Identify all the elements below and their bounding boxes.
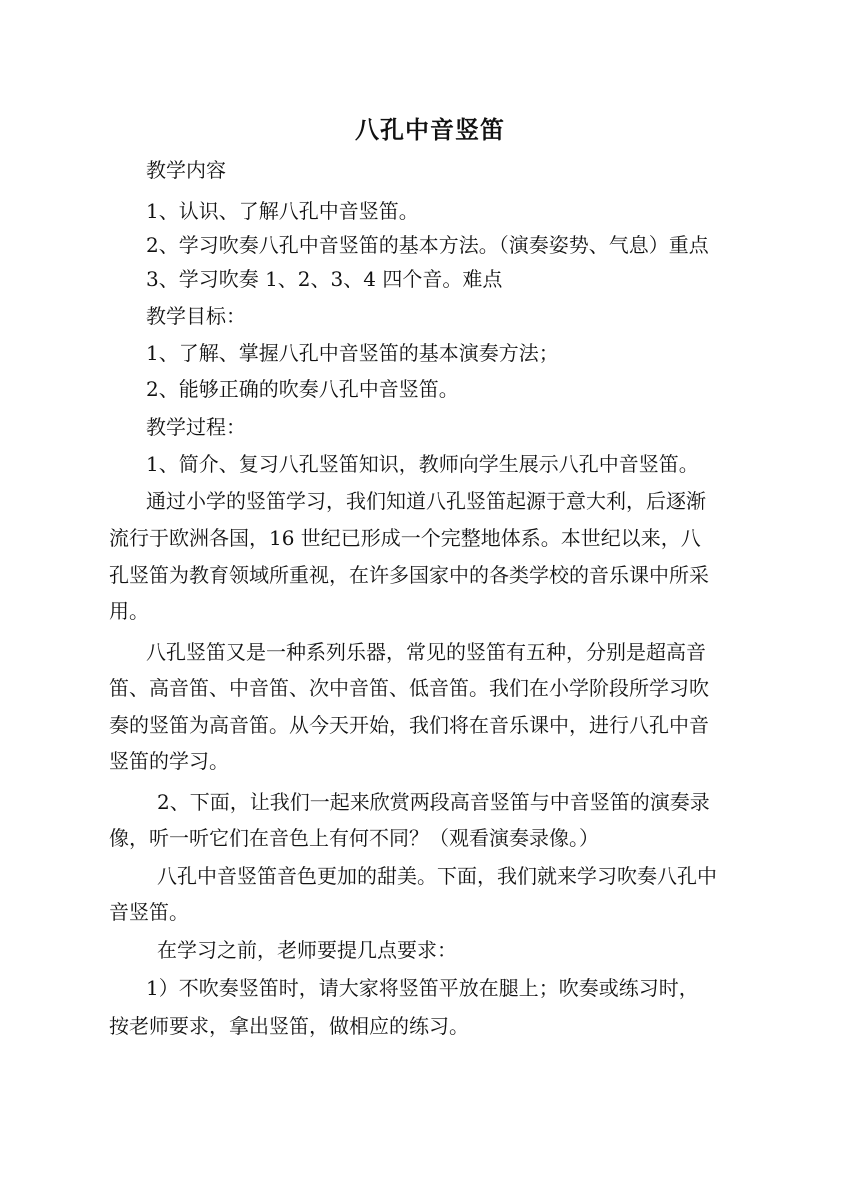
paragraph-line: 音竖笛。 xyxy=(109,900,189,924)
paragraph-line: 在学习之前，老师要提几点要求： xyxy=(157,938,457,962)
section-heading-content: 教学内容 xyxy=(146,158,226,182)
paragraph-line: 流行于欧洲各国，16 世纪已形成一个完整地体系。本世纪以来，八 xyxy=(109,526,701,550)
paragraph-line: 八孔竖笛又是一种系列乐器，常见的竖笛有五种，分别是超高音 xyxy=(146,640,706,664)
paragraph-line: 笛、高音笛、中音笛、次中音笛、低音笛。我们在小学阶段所学习吹 xyxy=(109,676,709,700)
paragraph-line: 按老师要求，拿出竖笛，做相应的练习。 xyxy=(109,1014,469,1038)
content-item-3: 3、学习吹奏 1、2、3、4 四个音。难点 xyxy=(146,267,503,291)
paragraph-line: 通过小学的竖笛学习，我们知道八孔竖笛起源于意大利，后逐渐 xyxy=(146,489,706,513)
section-heading-process: 教学过程： xyxy=(146,415,246,439)
requirement-item-1: 1）不吹奏竖笛时，请大家将竖笛平放在腿上；吹奏或练习时， xyxy=(146,976,699,1000)
process-step-1: 1、简介、复习八孔竖笛知识，教师向学生展示八孔中音竖笛。 xyxy=(146,452,699,476)
process-step-2: 2、下面，让我们一起来欣赏两段高音竖笛与中音竖笛的演奏录 xyxy=(157,790,710,814)
paragraph-line: 孔竖笛为教育领域所重视，在许多国家中的各类学校的音乐课中所采 xyxy=(109,563,709,587)
section-heading-goals: 教学目标： xyxy=(146,304,246,328)
paragraph-line: 竖笛的学习。 xyxy=(109,749,229,773)
paragraph-line: 奏的竖笛为高音笛。从今天开始，我们将在音乐课中，进行八孔中音 xyxy=(109,713,709,737)
paragraph-line: 用。 xyxy=(109,599,149,623)
paragraph-line: 八孔中音竖笛音色更加的甜美。下面，我们就来学习吹奏八孔中 xyxy=(157,864,717,888)
goal-item-1: 1、了解、掌握八孔中音竖笛的基本演奏方法； xyxy=(146,341,559,365)
document-title: 八孔中音竖笛 xyxy=(355,115,505,144)
goal-item-2: 2、能够正确的吹奏八孔中音竖笛。 xyxy=(146,377,459,401)
content-item-1: 1、认识、了解八孔中音竖笛。 xyxy=(146,199,419,223)
paragraph-line: 像，听一听它们在音色上有何不同？（观看演奏录像。） xyxy=(109,826,599,850)
content-item-2: 2、学习吹奏八孔中音竖笛的基本方法。（演奏姿势、气息）重点 xyxy=(146,233,709,257)
